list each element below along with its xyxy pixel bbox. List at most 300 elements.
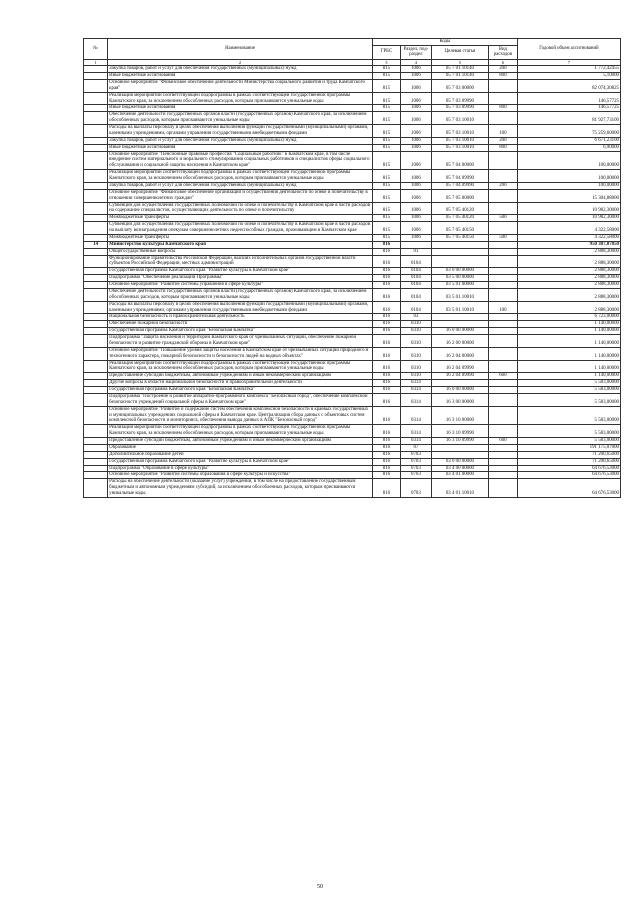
row-article: 16 3 10 00000 — [431, 406, 488, 425]
row-section: 0104 — [400, 255, 431, 268]
row-kind — [488, 189, 517, 202]
row-name: Государственная программа Камчатского края "Безопасная Камчатка" — [108, 328, 373, 335]
row-kind: 500 — [488, 215, 517, 222]
row-number — [84, 151, 108, 170]
row-number — [84, 137, 108, 144]
row-article: 16 2 04 09990 — [431, 360, 488, 373]
row-name: Расходы на обеспечение деятельности (оказание услуг) учреждений, в том числе на предоставление государственным бюджетным и автономным учреждениям субсидий, за исключением обособленных расходов, которым присваиваются уникальные коды — [108, 479, 373, 498]
row-amount: 1 140,00000 — [517, 328, 620, 335]
row-article — [431, 314, 488, 321]
row-section: 0104 — [400, 282, 431, 289]
row-number — [84, 248, 108, 255]
row-grbs: 816 — [372, 458, 400, 465]
row-kind — [488, 151, 517, 170]
row-amount: 2 888,30000 — [517, 301, 620, 314]
row-grbs: 816 — [372, 275, 400, 282]
row-amount: 2 888,30000 — [517, 268, 620, 275]
row-section: 0314 — [400, 438, 431, 445]
row-name: Реализация мероприятий соответствующей подпрограммы в рамках соответствующей государственной программы Камчатского края, за исключением обособленных расходов, которым присваиваются уникальные коды — [108, 360, 373, 373]
row-number — [84, 438, 108, 445]
row-amount: 2 888,30000 — [517, 255, 620, 268]
row-amount: 146,57725 — [517, 92, 620, 105]
row-kind: 200 — [488, 66, 517, 73]
row-number — [84, 465, 108, 472]
row-number — [84, 275, 108, 282]
row-kind — [488, 335, 517, 348]
row-amount: 6 671,23100 — [517, 137, 620, 144]
row-kind — [488, 79, 517, 92]
row-article: 05 7 03 00000 — [431, 79, 488, 92]
row-grbs: 815 — [372, 215, 400, 222]
row-amount: 1 140,00000 — [517, 321, 620, 328]
row-name: Межбюджетные трансферты — [108, 215, 373, 222]
row-article: 05 7 05 40120 — [431, 215, 488, 222]
table-row — [84, 234, 621, 241]
row-article: 03 0 00 00000 — [431, 458, 488, 465]
row-kind — [488, 360, 517, 373]
row-amount: 75 259,60000 — [517, 125, 620, 138]
row-kind: 600 — [488, 438, 517, 445]
row-section: 0314 — [400, 425, 431, 438]
row-kind: 500 — [488, 234, 517, 241]
row-kind — [488, 387, 517, 394]
row-name: Подпрограмма "Защита населения и территорий Камчатского края от чрезвычайных ситуаций, обеспечение пожарной безопасности и развитие гражданской обороны в Камчатском крае" — [108, 335, 373, 348]
row-section: 0104 — [400, 288, 431, 301]
header-name: Наименование — [108, 39, 373, 60]
row-number — [84, 444, 108, 451]
row-section: 0310 — [400, 360, 431, 373]
row-grbs: 816 — [372, 472, 400, 479]
row-name: Государственная программа Камчатского края "Безопасная Камчатка" — [108, 387, 373, 394]
row-grbs: 816 — [372, 380, 400, 387]
table-row — [84, 314, 621, 321]
row-grbs: 816 — [372, 451, 400, 458]
row-section: 0703 — [400, 458, 431, 465]
row-grbs: 816 — [372, 444, 400, 451]
row-article — [431, 380, 488, 387]
table-row — [84, 380, 621, 387]
table-row — [84, 472, 621, 479]
row-amount: 146,57725 — [517, 105, 620, 112]
row-grbs: 815 — [372, 234, 400, 241]
row-number — [84, 66, 108, 73]
row-number — [84, 255, 108, 268]
table-row — [84, 465, 621, 472]
row-kind — [488, 222, 517, 235]
row-grbs: 815 — [372, 170, 400, 183]
row-section: 0310 — [400, 373, 431, 380]
row-number — [84, 73, 108, 80]
row-grbs: 815 — [372, 79, 400, 92]
row-grbs: 815 — [372, 66, 400, 73]
row-section: 1006 — [400, 202, 431, 215]
table-row — [84, 282, 621, 289]
row-amount: 1 140,00000 — [517, 335, 620, 348]
row-name: Реализация мероприятий соответствующей подпрограммы в рамках соответствующей государственной программы Камчатского края, за исключением обособленных расходов, которым присваиваются уникальные коды — [108, 92, 373, 105]
row-section: 0310 — [400, 347, 431, 360]
row-grbs: 815 — [372, 144, 400, 151]
row-section — [400, 241, 431, 248]
row-number — [84, 234, 108, 241]
row-amount: 6,90000 — [517, 144, 620, 151]
table-row — [84, 301, 621, 314]
row-name: Расходы на выплаты персоналу в целях обеспечения выполнения функций государственными (муниципальными) органами, казенными учреждениями, органами управления государственными внебюджетными фондами — [108, 125, 373, 138]
row-name: Основное мероприятие "Финансовое обеспечение деятельности Министерства социального развития и труда Камчатского края" — [108, 79, 373, 92]
row-grbs: 815 — [372, 202, 400, 215]
table-row — [84, 444, 621, 451]
row-number — [84, 301, 108, 314]
row-amount: 4 322,58000 — [517, 222, 620, 235]
row-number — [84, 125, 108, 138]
row-name: Основное мероприятие "Повышение уровня защиты населения в Камчатском крае от чрезвычайных ситуаций природного и техногенного характера, пожарной безопасности и безопасности людей на водных объектах" — [108, 347, 373, 360]
row-article: 05 7 05 40150 — [431, 222, 488, 235]
table-row — [84, 406, 621, 425]
row-article: 03 5 01 00000 — [431, 282, 488, 289]
row-amount: 81 927,73100 — [517, 112, 620, 125]
row-kind — [488, 451, 517, 458]
row-grbs: 815 — [372, 105, 400, 112]
row-article: 05 7 05 40120 — [431, 202, 488, 215]
row-article — [431, 451, 488, 458]
table-row — [84, 328, 621, 335]
row-kind — [488, 347, 517, 360]
row-number: 14 — [84, 241, 108, 248]
row-article: 05 7 03 10010 — [431, 125, 488, 138]
row-grbs: 815 — [372, 189, 400, 202]
row-section: 03 — [400, 314, 431, 321]
row-number — [84, 335, 108, 348]
row-kind — [488, 479, 517, 498]
row-kind — [488, 393, 517, 406]
row-kind: 600 — [488, 373, 517, 380]
row-kind — [488, 275, 517, 282]
row-section: 1006 — [400, 92, 431, 105]
row-grbs: 816 — [372, 425, 400, 438]
table-row — [84, 241, 621, 248]
row-name: Основное мероприятие "Пенсионные правовые профессия "Социальный работник" в Камчатском крае, в том числе внедрение систем материального и морального стимулирования социальных работников и специалистов сферы социального обслуживания и социальной защиты населения в Камчатском крае" — [108, 151, 373, 170]
table-row — [84, 189, 621, 202]
row-name: Межбюджетные трансферты — [108, 234, 373, 241]
row-name: Национальная безопасность и правоохранительная деятельность — [108, 314, 373, 321]
row-article — [431, 321, 488, 328]
row-number — [84, 393, 108, 406]
row-name: Закупка товаров, работ и услуг для обеспечения государственных (муниципальных) нужд — [108, 137, 373, 144]
row-kind: 200 — [488, 182, 517, 189]
row-section: 1006 — [400, 125, 431, 138]
row-grbs: 815 — [372, 151, 400, 170]
row-number — [84, 215, 108, 222]
row-kind — [488, 282, 517, 289]
row-grbs: 816 — [372, 248, 400, 255]
table-row — [84, 347, 621, 360]
row-grbs: 815 — [372, 222, 400, 235]
row-section: 1006 — [400, 66, 431, 73]
row-name: Государственная программа Камчатского края "Развитие культуры в Камчатском крае" — [108, 458, 373, 465]
row-grbs: 816 — [372, 347, 400, 360]
table-row — [84, 137, 621, 144]
row-name: Обеспечение пожарной безопасности — [108, 321, 373, 328]
row-article — [431, 241, 488, 248]
row-number — [84, 92, 108, 105]
row-name: Основное мероприятие "Развитие системы управления в сфере культуры" — [108, 282, 373, 289]
row-section: 1006 — [400, 215, 431, 222]
row-article — [431, 255, 488, 268]
row-number — [84, 170, 108, 183]
row-article: 16 0 00 00000 — [431, 328, 488, 335]
row-kind — [488, 268, 517, 275]
row-section: 01 — [400, 248, 431, 255]
row-name: Предоставление субсидий бюджетным, автономным учреждениям и иным некоммерческим организациям — [108, 438, 373, 445]
row-section: 1006 — [400, 112, 431, 125]
row-grbs: 816 — [372, 393, 400, 406]
column-number: 2 — [108, 59, 373, 65]
row-section: 1006 — [400, 79, 431, 92]
row-amount: 5 583,00000 — [517, 406, 620, 425]
table-row — [84, 215, 621, 222]
row-article: 16 2 04 00000 — [431, 347, 488, 360]
row-number — [84, 387, 108, 394]
row-number — [84, 451, 108, 458]
row-article: 03 4 00 00000 — [431, 465, 488, 472]
table-row — [84, 275, 621, 282]
table-row — [84, 182, 621, 189]
row-section: 1006 — [400, 137, 431, 144]
row-amount: 100,00000 — [517, 170, 620, 183]
row-kind — [488, 328, 517, 335]
row-number — [84, 79, 108, 92]
row-article: 05 7 03 10010 — [431, 112, 488, 125]
row-section: 0104 — [400, 275, 431, 282]
row-article: 05 7 03 10010 — [431, 137, 488, 144]
table-row — [84, 458, 621, 465]
row-name: Основное мероприятие "Финансовое обеспечение организации и осуществления деятельности по опеке и попечительству в отношении совершеннолетних граждан" — [108, 189, 373, 202]
table-row — [84, 151, 621, 170]
row-kind — [488, 472, 517, 479]
column-number: 5 — [431, 59, 488, 65]
row-kind — [488, 444, 517, 451]
row-grbs: 815 — [372, 137, 400, 144]
row-article: 03 0 00 00000 — [431, 268, 488, 275]
row-grbs: 816 — [372, 288, 400, 301]
row-article: 03 5 01 10010 — [431, 288, 488, 301]
row-number — [84, 182, 108, 189]
row-kind — [488, 255, 517, 268]
row-name: Подпрограмма "Обеспечение реализации Программы" — [108, 275, 373, 282]
table-row — [84, 202, 621, 215]
row-kind — [488, 458, 517, 465]
row-number — [84, 458, 108, 465]
table-row — [84, 479, 621, 498]
row-name: Общегосударственные вопросы — [108, 248, 373, 255]
table-row — [84, 288, 621, 301]
row-grbs: 816 — [372, 268, 400, 275]
row-section: 0314 — [400, 387, 431, 394]
row-number — [84, 360, 108, 373]
row-name: Обеспечение деятельности государственных органов власти (государственных органов) Камчатского края, за исключением обособленных расходов, которым присваиваются уникальные коды — [108, 112, 373, 125]
row-number — [84, 328, 108, 335]
row-article: 05 7 05 40150 — [431, 234, 488, 241]
row-name: Образование — [108, 444, 373, 451]
row-amount: 2 888,30000 — [517, 275, 620, 282]
row-article: 05 7 03 09990 — [431, 92, 488, 105]
row-section: 0104 — [400, 301, 431, 314]
row-amount: 10 982,30000 — [517, 215, 620, 222]
row-article: 03 5 01 10010 — [431, 301, 488, 314]
row-grbs: 816 — [372, 406, 400, 425]
row-article — [431, 248, 488, 255]
row-amount: 5 583,00000 — [517, 393, 620, 406]
row-grbs: 816 — [372, 328, 400, 335]
table-row — [84, 79, 621, 92]
row-name: Дополнительное образование детей — [108, 451, 373, 458]
row-kind — [488, 241, 517, 248]
row-section: 0703 — [400, 472, 431, 479]
budget-table — [83, 38, 621, 498]
row-grbs: 816 — [372, 314, 400, 321]
row-amount: 2 888,30000 — [517, 282, 620, 289]
row-section: 1006 — [400, 144, 431, 151]
row-grbs: 815 — [372, 112, 400, 125]
table-row — [84, 105, 621, 112]
row-number — [84, 347, 108, 360]
row-number — [84, 380, 108, 387]
row-name: Субвенции для осуществления государственных полномочий по опеке и попечительству в Камчатском крае в части расходов на выплату вознаграждения опекунам совершеннолетних недееспособных граждан, проживающим в Камчатском крае — [108, 222, 373, 235]
row-amount: 100,00000 — [517, 151, 620, 170]
row-name: Субвенции для осуществления государственных полномочий по опеке и попечительству в Камчатском крае в части расходов на содержание специалистов, осуществляющих деятельность по опеке и попечительству — [108, 202, 373, 215]
row-section: 1006 — [400, 73, 431, 80]
row-amount: 64 676,53000 — [517, 472, 620, 479]
table-row — [84, 373, 621, 380]
header-amount: Годовой объем ассигнований — [517, 39, 620, 60]
row-grbs: 816 — [372, 387, 400, 394]
table-row — [84, 335, 621, 348]
row-name: Реализация мероприятий соответствующей подпрограммы в рамках соответствующей государственной программы Камчатского края, за исключением обособленных расходов, которым присваиваются уникальные коды — [108, 425, 373, 438]
row-article: 05 7 04 00000 — [431, 151, 488, 170]
row-section: 1006 — [400, 151, 431, 170]
row-article: 16 3 00 00000 — [431, 393, 488, 406]
table-row — [84, 144, 621, 151]
row-amount: 6 723,00000 — [517, 314, 620, 321]
row-article: 05 7 04 09990 — [431, 170, 488, 183]
row-section: 1006 — [400, 170, 431, 183]
row-kind — [488, 170, 517, 183]
row-kind: 800 — [488, 73, 517, 80]
row-amount: 5 583,00000 — [517, 387, 620, 394]
row-kind: 800 — [488, 105, 517, 112]
row-grbs: 816 — [372, 465, 400, 472]
row-article: 03 4 01 10010 — [431, 479, 488, 498]
row-kind: 100 — [488, 301, 517, 314]
row-number — [84, 314, 108, 321]
row-amount: 64 676,53000 — [517, 465, 620, 472]
table-row — [84, 248, 621, 255]
table-row — [84, 222, 621, 235]
row-number — [84, 288, 108, 301]
row-section: 0703 — [400, 465, 431, 472]
row-amount: 71 200,65000 — [517, 458, 620, 465]
row-article: 05 7 01 10140 — [431, 66, 488, 73]
row-amount: 5 583,00000 — [517, 425, 620, 438]
row-number — [84, 268, 108, 275]
row-kind — [488, 112, 517, 125]
table-row — [84, 425, 621, 438]
row-grbs: 815 — [372, 73, 400, 80]
row-amount: 1 140,00000 — [517, 373, 620, 380]
row-number — [84, 282, 108, 289]
row-amount: 10 982,30000 — [517, 202, 620, 215]
row-section: 0310 — [400, 321, 431, 328]
row-kind — [488, 92, 517, 105]
row-amount: 2 888,30000 — [517, 288, 620, 301]
row-grbs: 816 — [372, 373, 400, 380]
row-number — [84, 321, 108, 328]
table-row — [84, 268, 621, 275]
table-row — [84, 92, 621, 105]
row-amount: 1 140,00000 — [517, 360, 620, 373]
row-article: 03 4 01 00000 — [431, 472, 488, 479]
row-section: 0104 — [400, 268, 431, 275]
row-number — [84, 479, 108, 498]
row-grbs: 816 — [372, 241, 400, 248]
row-kind — [488, 465, 517, 472]
header-grbs: ГРБС — [372, 45, 400, 59]
row-kind: 200 — [488, 137, 517, 144]
row-name: Предоставление субсидий бюджетным, автономным учреждениям и иным некоммерческим организациям — [108, 373, 373, 380]
row-kind — [488, 288, 517, 301]
column-number: 3 — [372, 59, 400, 65]
row-grbs: 816 — [372, 282, 400, 289]
column-number: 1 — [84, 59, 108, 65]
row-grbs: 815 — [372, 125, 400, 138]
row-amount: 191 175,07000 — [517, 444, 620, 451]
row-article — [431, 444, 488, 451]
row-amount: 71 200,65000 — [517, 451, 620, 458]
table-row — [84, 387, 621, 394]
row-kind — [488, 406, 517, 425]
table-row — [84, 73, 621, 80]
row-name: Реализация мероприятий соответствующей подпрограммы в рамках соответствующей государственной программы Камчатского края, за исключением обособленных расходов, которым присваиваются уникальные коды — [108, 170, 373, 183]
row-grbs: 816 — [372, 335, 400, 348]
row-number — [84, 144, 108, 151]
row-amount: 64 676,53000 — [517, 479, 620, 498]
table-row — [84, 321, 621, 328]
row-kind — [488, 321, 517, 328]
header-article: Целевая статья — [431, 45, 488, 59]
row-section: 0310 — [400, 335, 431, 348]
row-number — [84, 373, 108, 380]
row-amount: 4 322,58000 — [517, 234, 620, 241]
row-amount: 100,00000 — [517, 182, 620, 189]
row-section: 1006 — [400, 182, 431, 189]
row-section: 1006 — [400, 189, 431, 202]
row-name: Функционирование Правительства Российской Федерации, высших исполнительных органов государственной власти субъектов Российской Федерации, местных администраций — [108, 255, 373, 268]
row-name: Иные бюджетные ассигнования — [108, 73, 373, 80]
row-kind — [488, 380, 517, 387]
row-name: Основное мероприятие "Развитие системы образования в сфере культуры и искусства" — [108, 472, 373, 479]
row-grbs: 816 — [372, 360, 400, 373]
row-kind — [488, 248, 517, 255]
row-article: 16 2 04 09990 — [431, 373, 488, 380]
row-article: 16 0 00 00000 — [431, 387, 488, 394]
table-row — [84, 360, 621, 373]
row-amount: 1 772,42455 — [517, 66, 620, 73]
row-name: Обеспечение деятельности государственных органов власти (государственных органов) Камчатского края, за исключением обособленных расходов, которым присваиваются уникальные коды — [108, 288, 373, 301]
row-article: 16 3 10 09990 — [431, 425, 488, 438]
row-section: 0703 — [400, 451, 431, 458]
row-kind — [488, 314, 517, 321]
table-row — [84, 66, 621, 73]
row-grbs: 815 — [372, 92, 400, 105]
